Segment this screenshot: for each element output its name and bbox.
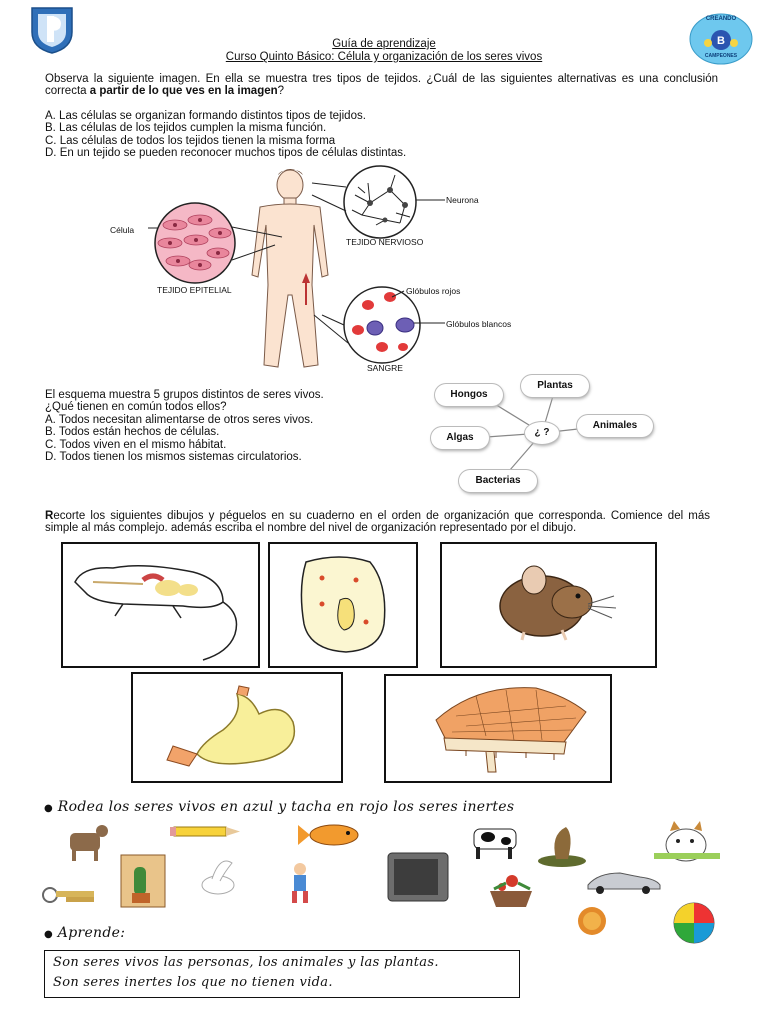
lion-icon xyxy=(578,907,606,935)
diagram-center-question: ¿ ? xyxy=(525,422,559,444)
learn-title: Aprende: xyxy=(57,925,126,941)
q1-option-a: A. Las células se organizan formando distintos tipos de tejidos. xyxy=(45,110,366,122)
pictures-living-inert xyxy=(0,815,768,925)
label-tejido-epitelial: TEJIDO EPITELIAL xyxy=(157,285,232,295)
logo-text-bottom: CAMPEONES xyxy=(704,53,738,59)
q1-prompt-bold: a partir de lo que ves en la imagen xyxy=(89,85,278,98)
car-icon xyxy=(588,873,660,894)
fish-icon xyxy=(298,825,358,845)
q2-option-c: C. Todos viven en el mismo hábitat. xyxy=(45,438,227,451)
rat-organs-icon xyxy=(63,544,258,666)
mouse-icon xyxy=(442,544,655,666)
label-sangre: SANGRE xyxy=(367,363,403,373)
q1-option-c: C. Las células de todos los tejidos tienen la misma forma xyxy=(45,134,336,147)
flower-pot-icon xyxy=(490,875,532,907)
snake-icon xyxy=(538,827,586,867)
label-globulos-blancos: Glóbulos blancos xyxy=(446,319,512,329)
dove-icon xyxy=(202,861,234,894)
child-icon xyxy=(292,863,308,903)
tissue-icon xyxy=(386,676,610,781)
diagram-node-bacterias: Bacterias xyxy=(459,470,537,492)
learn-box xyxy=(44,950,520,998)
pencil-icon xyxy=(170,827,240,836)
label-celula: Célula xyxy=(110,225,135,235)
stomach-icon xyxy=(133,674,341,781)
learn-line-1: Son seres vivos las personas, los animales y las plantas. xyxy=(53,955,439,970)
diagram-node-plantas: Plantas xyxy=(521,375,589,397)
q3-instruction xyxy=(45,510,710,535)
q1-option-b: B. Las células de los tejidos cumplen la misma función. xyxy=(45,122,327,135)
q2-line-2: ¿Qué tienen en común todos ellos? xyxy=(45,401,227,414)
q2-option-a: A. Todos necesitan alimentarse de otros seres vivos. xyxy=(45,413,314,426)
q2-line-1: El esquema muestra 5 grupos distintos de seres vivos. xyxy=(45,389,324,401)
kitten-icon xyxy=(654,821,720,861)
television-icon xyxy=(388,853,448,901)
diagram-node-hongos: Hongos xyxy=(435,384,503,406)
q4-instruction-row xyxy=(44,799,514,815)
svg-text:B: B xyxy=(717,35,725,47)
cow-icon xyxy=(474,829,516,859)
q4-bullet: ● xyxy=(44,803,54,814)
q2-option-d: D. Todos tienen los mismos sistemas circulatorios. xyxy=(45,451,302,464)
calf-icon xyxy=(70,825,108,861)
q2-text xyxy=(45,389,324,463)
tissues-figure xyxy=(100,165,520,380)
q1-options xyxy=(45,110,406,160)
diagram-node-animales: Animales xyxy=(577,415,653,437)
q3-text: ecorte los siguientes dibujos y péguelos en su cuaderno en el orden de organización que corresponda. Comience del más simple al más complejo. además escriba el nombre del nivel de organización representado por el dibujo. xyxy=(45,510,710,535)
q1-prompt-end: ? xyxy=(277,85,285,98)
q3-first-letter: R xyxy=(45,510,54,522)
image-box-cell xyxy=(268,542,418,668)
page-title: Guía de aprendizaje xyxy=(332,38,436,50)
image-box-tissue xyxy=(384,674,612,783)
cell-icon xyxy=(270,544,416,666)
label-tejido-nervioso: TEJIDO NERVIOSO xyxy=(346,237,424,247)
label-globulos-rojos: Glóbulos rojos xyxy=(406,286,461,296)
q1-prompt-text: Observa la siguiente imagen. En ella se muestra tres tipos de tejidos. ¿Cuál de las siguientes alternativas es una conclusión correcta xyxy=(45,73,718,98)
page-subtitle: Curso Quinto Básico: Célula y organización de los seres vivos xyxy=(225,51,543,63)
label-neurona: Neurona xyxy=(446,195,479,205)
learn-bullet: ● xyxy=(44,929,54,940)
image-box-stomach xyxy=(131,672,343,783)
keys-icon xyxy=(43,888,94,902)
q2-option-b: B. Todos están hechos de células. xyxy=(45,426,220,439)
q4-instruction: Rodea los seres vivos en azul y tacha en rojo los seres inertes xyxy=(57,799,515,815)
image-box-organism-rat xyxy=(61,542,260,668)
q1-option-d: D. En un tejido se pueden reconocer muchos tipos de células distintas. xyxy=(45,147,407,160)
learn-line-2: Son seres inertes los que no tienen vida. xyxy=(53,975,333,990)
cactus-icon xyxy=(121,855,165,907)
image-box-mouse xyxy=(440,542,657,668)
living-groups-diagram xyxy=(425,372,655,494)
q1-prompt xyxy=(45,73,718,98)
ball-icon xyxy=(674,903,714,943)
learn-heading-row xyxy=(44,925,125,941)
diagram-node-algas: Algas xyxy=(431,427,489,449)
logo-text-top: CREANDO xyxy=(705,16,737,22)
